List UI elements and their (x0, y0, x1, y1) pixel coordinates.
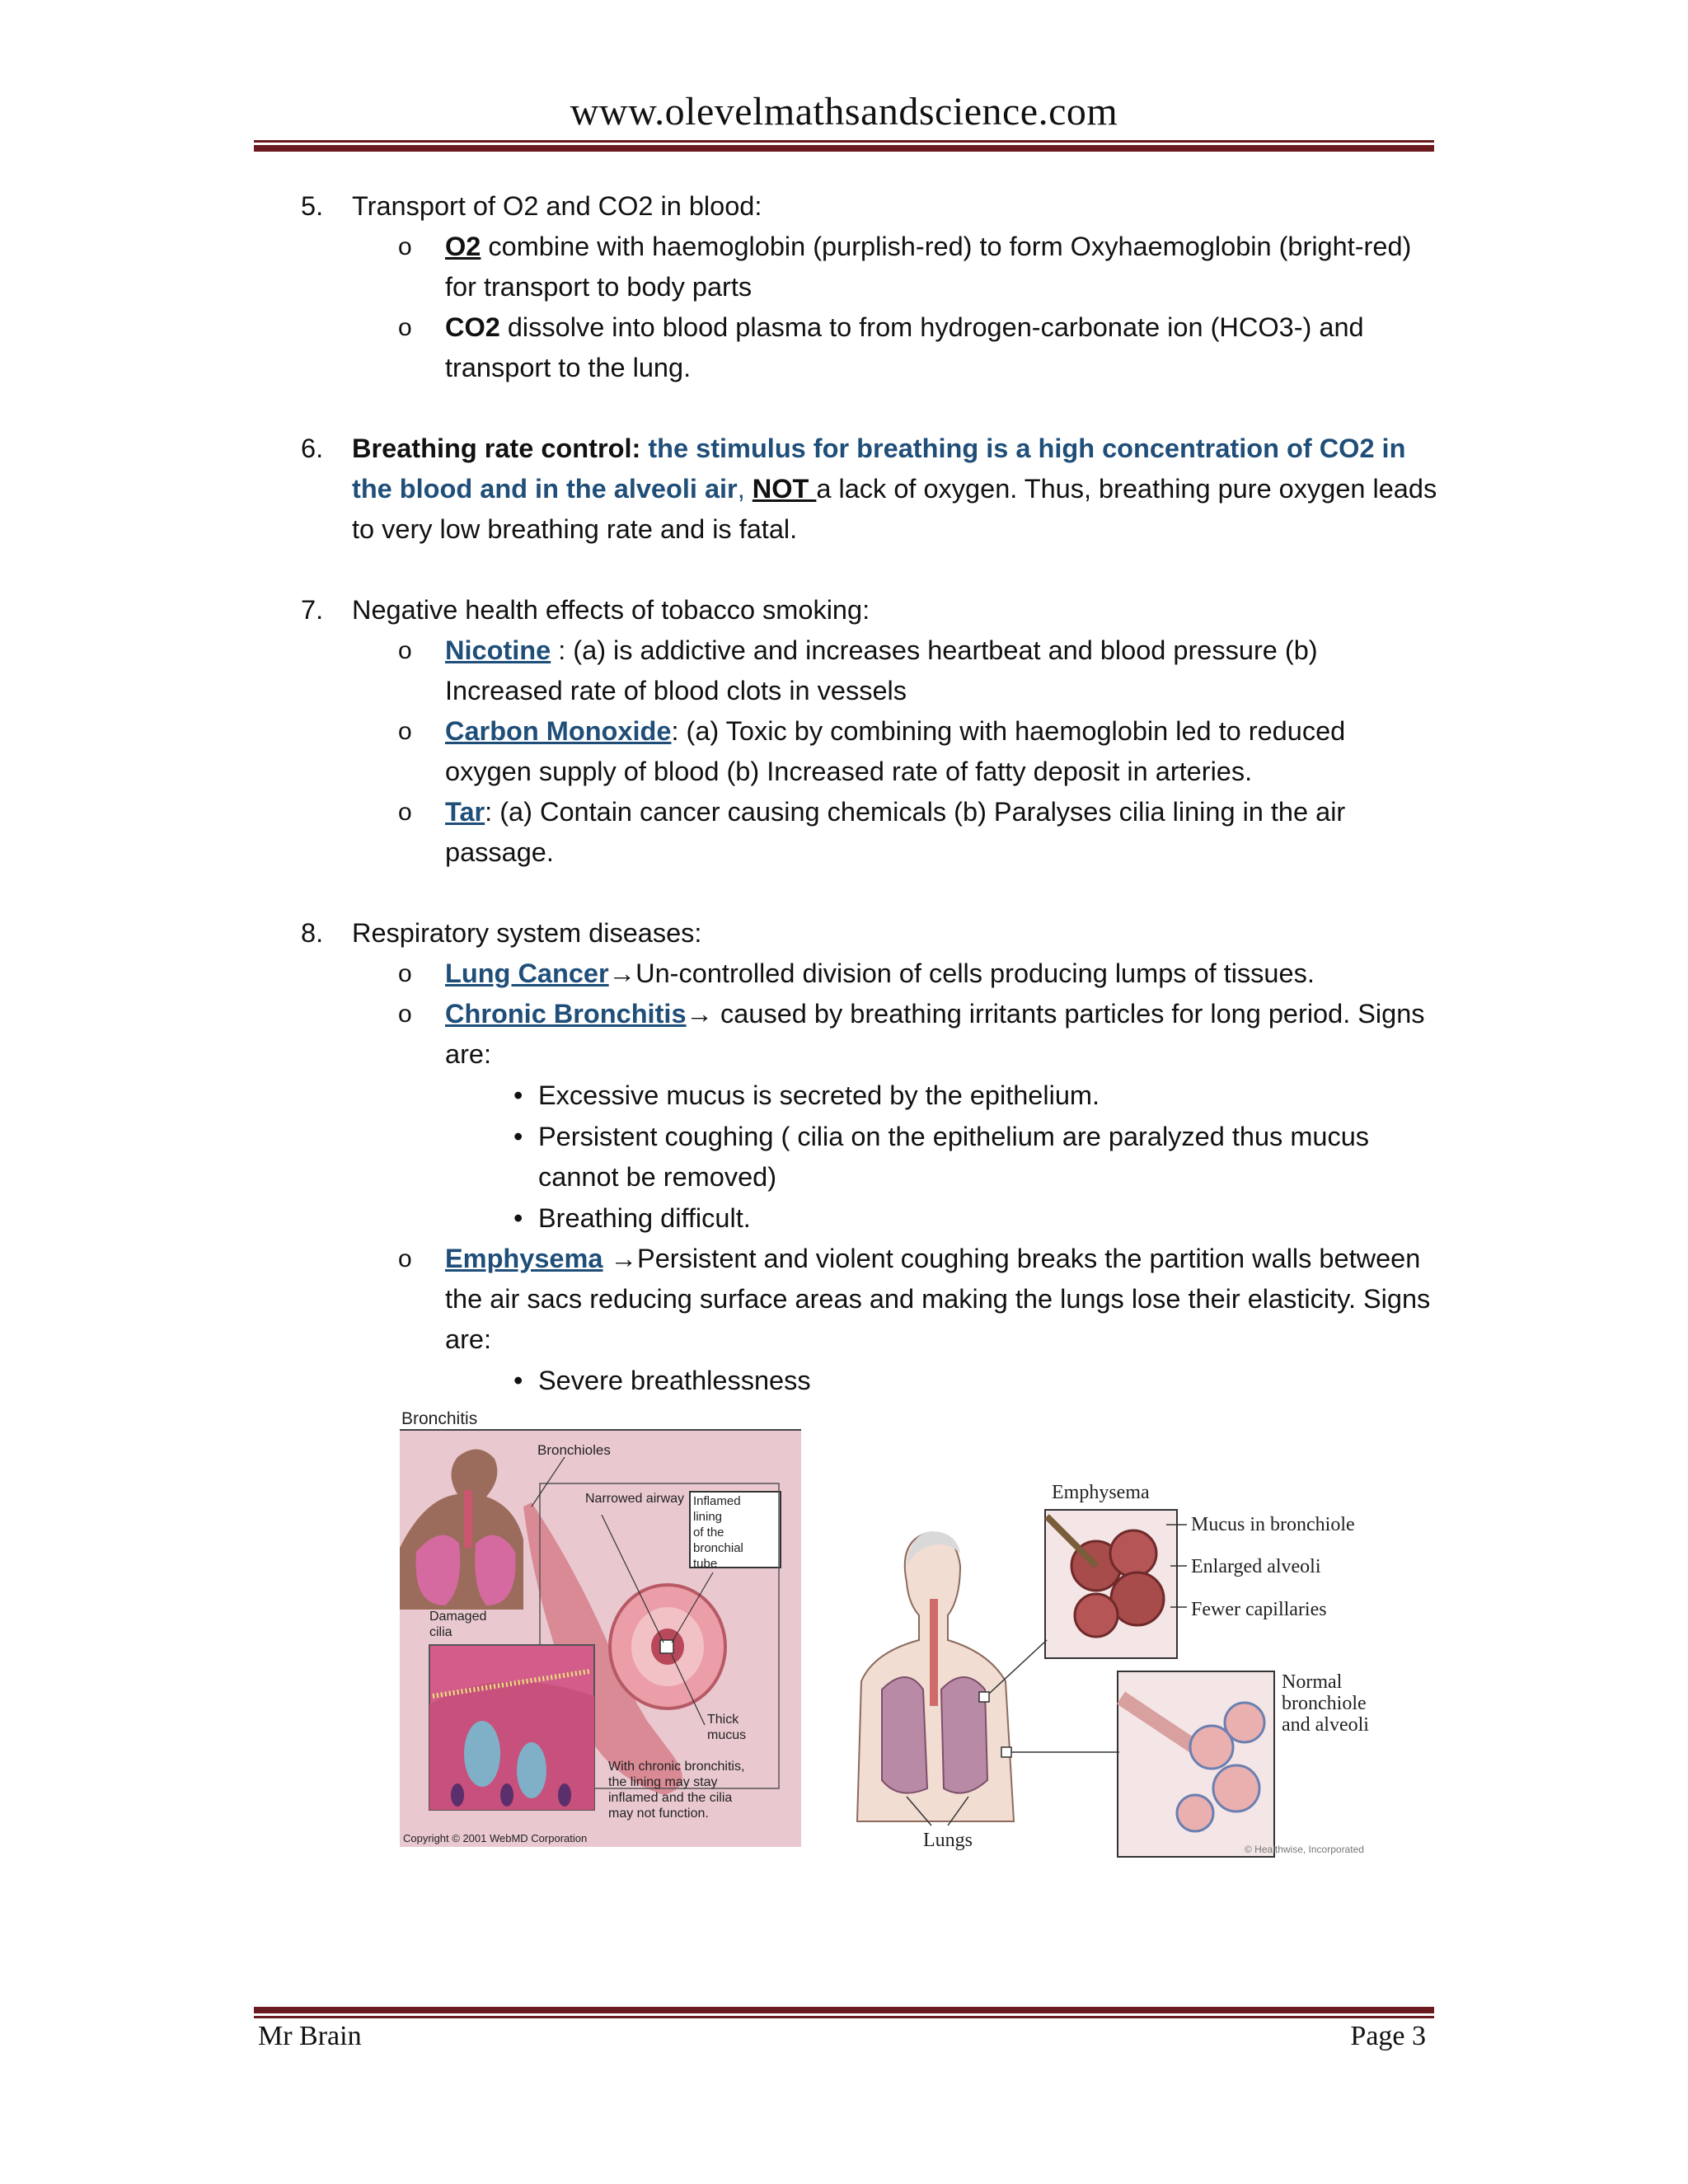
term-nicotine: Nicotine (445, 635, 551, 665)
emphysema-illustration (849, 1475, 1385, 1863)
item-text: : (a) Contain cancer causing chemicals (b) Paralyses cilia lining in the air passage. (445, 797, 1346, 867)
label-enlarged-alveoli: Enlarged alveoli (1191, 1556, 1321, 1577)
section-number: 6. (301, 434, 324, 463)
item-text: : (a) is addictive and increases heartbeat and blood pressure (b) Increased rate of blood clots in vessels (445, 635, 1318, 705)
bullet: • (513, 1122, 523, 1151)
section-6 (301, 429, 1438, 550)
sign-item (301, 1198, 1438, 1239)
term-o2: O2 (445, 232, 481, 261)
emphysema-title: Emphysema (1052, 1482, 1150, 1503)
item-text: caused by breathing irritants particles for long period. Signs are: (445, 999, 1425, 1069)
sub-bullet: o (398, 637, 412, 664)
section-number: 7. (301, 595, 324, 625)
item-text: : (a) Toxic by combining with haemoglobin led to reduced oxygen supply of blood (b) Increased rate of fatty deposit in arteries. (445, 716, 1346, 786)
section-title: Negative health effects of tobacco smoking: (352, 595, 870, 625)
label-fewer-capillaries: Fewer capillaries (1191, 1599, 1327, 1620)
sub-bullet: o (398, 1245, 412, 1272)
arrow-icon: → (608, 958, 636, 988)
list-item (301, 711, 1438, 792)
comma: , (737, 474, 753, 504)
item-text: Un-controlled division of cells producing lumps of tissues. (635, 958, 1315, 988)
list-item (301, 994, 1438, 1075)
sign-item (301, 1076, 1438, 1116)
list-item (301, 227, 1438, 307)
footer-rule-thick (254, 2007, 1434, 2013)
label-bronchiole: bronchiole (1282, 1693, 1367, 1714)
bronchitis-illustration (400, 1408, 801, 1854)
list-item (301, 1239, 1438, 1360)
arrow-icon: → (603, 1244, 638, 1273)
list-item (301, 307, 1438, 388)
item-text: combine with haemoglobin (purplish-red) to form Oxyhaemoglobin (bright-red) for transport to body parts (445, 232, 1412, 302)
sign-item (301, 1117, 1438, 1197)
sub-bullet: o (398, 314, 412, 341)
bronchitis-copyright: Copyright © 2001 WebMD Corporation (403, 1832, 588, 1844)
header-rule-thin (254, 140, 1434, 143)
list-item (301, 792, 1438, 873)
section-8 (301, 913, 1438, 954)
footer-author: Mr Brain (258, 2021, 362, 2051)
label-inflamed: Inflamed lining of the bronchial tube (693, 1494, 743, 1571)
not-emphasis: NOT (752, 474, 817, 504)
sign-text: Persistent coughing ( cilia on the epithelium are paralyzed thus mucus cannot be removed) (538, 1122, 1370, 1192)
footer-rule-thin (254, 2016, 1434, 2018)
label-narrowed-airway: Narrowed airway (585, 1492, 685, 1506)
section-title: Breathing rate control: (352, 434, 641, 463)
section-number: 5. (301, 191, 324, 221)
list-item (301, 954, 1438, 994)
site-header: www.olevelmathsandscience.com (570, 90, 1118, 134)
arrow-icon: → (686, 999, 714, 1029)
item-text: Persistent and violent coughing breaks the partition walls between the air sacs reducing surface areas and making the lungs lose their elasticity. Signs are: (445, 1244, 1431, 1354)
page-content (301, 186, 1438, 1442)
section-title: Respiratory system diseases: (352, 918, 702, 948)
bullet: • (513, 1203, 523, 1233)
list-item (301, 630, 1438, 711)
section-number: 8. (301, 918, 324, 948)
sign-item (301, 1361, 1438, 1401)
label-damaged-cilia: Damaged cilia (429, 1610, 487, 1639)
section-text: a lack of oxygen. Thus, breathing pure oxygen leads to very low breathing rate and is fatal. (352, 474, 1437, 544)
section-7 (301, 590, 1438, 630)
label-normal: Normal (1282, 1671, 1343, 1693)
bullet: • (513, 1080, 523, 1110)
sign-text: Excessive mucus is secreted by the epithelium. (538, 1080, 1100, 1110)
label-mucus: Mucus in bronchiole (1191, 1514, 1355, 1535)
term-co2: CO2 (445, 312, 500, 342)
item-text: dissolve into blood plasma to from hydrogen-carbonate ion (HCO3-) and transport to the lung. (445, 312, 1364, 382)
label-thick-mucus: Thick mucus (707, 1713, 747, 1742)
bronchitis-title: Bronchitis (401, 1409, 478, 1428)
section-5 (301, 186, 1438, 227)
breathing-stimulus-text: the stimulus for breathing is a high concentration of CO2 in the blood and in the alveoli air (352, 434, 1406, 504)
term-carbon-monoxide: Carbon Monoxide (445, 716, 672, 746)
bullet: • (513, 1366, 523, 1395)
sub-bullet: o (398, 718, 412, 745)
sub-bullet: o (398, 1001, 412, 1028)
page-number: Page 3 (1350, 2021, 1426, 2051)
sub-bullet: o (398, 233, 412, 260)
sub-bullet: o (398, 960, 412, 987)
sub-bullet: o (398, 799, 412, 826)
label-bronchioles: Bronchioles (537, 1442, 611, 1458)
term-tar: Tar (445, 797, 485, 827)
term-lung-cancer: Lung Cancer (445, 958, 609, 988)
label-and-alveoli: and alveoli (1282, 1714, 1369, 1736)
section-title: Transport of O2 and CO2 in blood: (352, 191, 762, 221)
label-lungs: Lungs (923, 1830, 973, 1851)
emphysema-credit: © Healthwise, Incorporated (1245, 1844, 1364, 1855)
sign-text: Severe breathlessness (538, 1366, 811, 1395)
bronchitis-caption: With chronic bronchitis, the lining may stay inflamed and the cilia may not function. (608, 1760, 745, 1821)
term-emphysema: Emphysema (445, 1244, 603, 1273)
sign-text: Breathing difficult. (538, 1203, 751, 1233)
header-rule-thick (254, 145, 1434, 152)
term-chronic-bronchitis: Chronic Bronchitis (445, 999, 687, 1029)
